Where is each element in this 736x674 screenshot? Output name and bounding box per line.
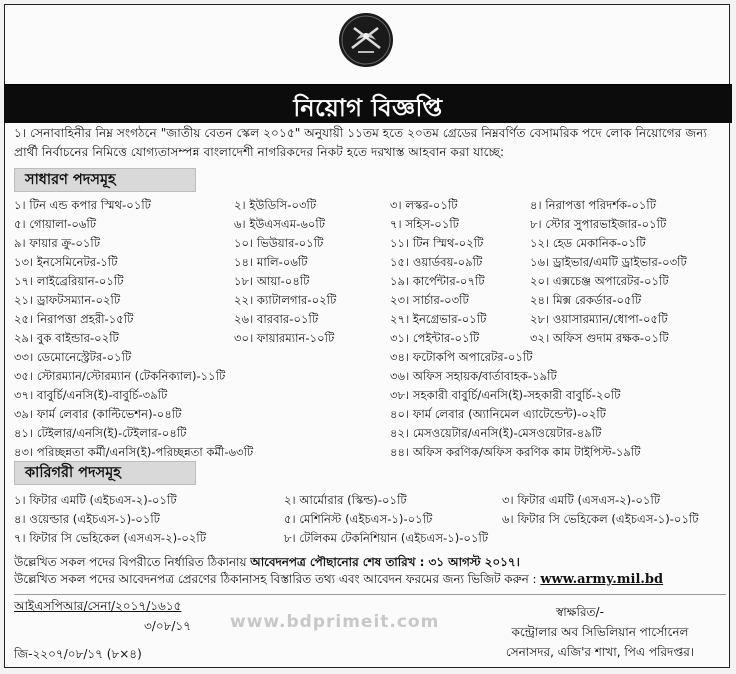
- post-item: ৩। ফিটার এমটি (এসএস-২)-০১টি: [502, 493, 661, 507]
- title-bar: [4, 84, 732, 123]
- post-item: ১৫। ওয়ার্ডবয়-০৯টি: [390, 255, 483, 269]
- post-item: ৯। ফায়ার ক্রু-০১টি: [14, 236, 101, 250]
- post-item: ২৫। নিরাপত্তা প্রহরী-১৫টি: [14, 312, 134, 326]
- visit-note-text: উল্লেখিত সকল পদের আবেদনপত্র প্রেরণের ঠিকানাসহ বিস্তারিত তথ্য এবং আবেদন ফরমের জন্য ভিজিট করুন :: [14, 572, 537, 586]
- deadline-note-text: উল্লেখিত সকল পদের বিপরীতে নির্ধারিত ঠিকানায়: [14, 555, 251, 569]
- post-item: ৪। ওয়েল্ডার (এইচএস-১)-০১টি: [14, 512, 160, 526]
- technical-posts-row: [14, 510, 726, 529]
- intro-paragraph: ১। সেনাবাহিনীর নিম্ন সংগঠনে "জাতীয় বেতন স্কেল ২০১৫" অনুযায়ী ১১তম হতে ২০তম গ্রেডের নিম্নবর্ণিত বেসামরিক পদে লোক নিয়োগের জন্য প্রার্থী নির্বাচনের নিমিত্তে যোগ্যতাসম্পন্ন বাংলাদেশী নাগরিকদের নিকট হতে দরখাস্ত আহবান করা যাচ্ছে:: [14, 126, 708, 159]
- post-item: ৬। ইউএসএম-৬০টি: [234, 217, 326, 231]
- general-posts-row: [14, 272, 726, 291]
- post-item: ২৩। সার্চার-০৩টি: [390, 293, 469, 307]
- deadline-note: [14, 553, 726, 571]
- post-item: ২২। ক্যাটালগার-০২টি: [234, 293, 337, 307]
- memo-date: ৩/০৮/১৭: [144, 619, 192, 633]
- post-item: ২৭। ইনগ্রেভার-০১টি: [390, 312, 487, 326]
- post-item: ৪৩। পরিচ্ছন্নতা কর্মী/এনসি(ই)-পরিচ্ছন্নতা কর্মী-৬৩টি: [14, 445, 254, 459]
- post-item: ২৯। বুক বাইন্ডার-০২টি: [14, 331, 119, 345]
- post-item: ৪২। মেসওয়েটার/এনসি(ই)-মেসওয়েটার-৪৯টি: [390, 426, 602, 440]
- general-posts-row: [14, 329, 726, 348]
- technical-posts-row: [14, 491, 726, 510]
- post-item: ৮। স্টোর সুপারভাইজার-০১টি: [530, 217, 667, 231]
- post-item: ২। আর্মোরার (স্কিল্ড)-০১টি: [284, 493, 407, 507]
- post-item: ৩৬। অফিস সহায়ক/বার্তাবাহক-১৯টি: [390, 369, 557, 383]
- post-item: ২৪। মিক্স রেকর্ডার-০৫টি: [530, 293, 642, 307]
- post-item: ২১। ড্রাফটসম্যান-০২টি: [14, 293, 121, 307]
- memo-number: [14, 598, 181, 618]
- post-item: ৪০। ফার্ম লেবার (অ্যানিমেল এ্যাটেন্ডেন্ট)-০২টি: [390, 407, 606, 421]
- post-item: ২০। এক্সচেঞ্জ অপারেটর-০১টি: [530, 274, 669, 288]
- post-item: ৫। গোয়ালা-০৬টি: [14, 217, 97, 231]
- signatory-title: কন্ট্রোলার অব সিভিলিয়ান পার্সোনেল: [511, 625, 689, 639]
- post-item: ৪। নিরাপত্তা পরিদর্শক-০১টি: [530, 198, 657, 212]
- general-posts-row: [14, 253, 726, 272]
- footer-reference: জি-২২০৭/০৮/১৭ (৮×৪): [14, 647, 142, 661]
- post-item: ১৪। মালি-০৬টি: [234, 255, 308, 269]
- technical-posts-heading: কারিগরী পদসমূহ: [14, 461, 196, 485]
- post-item: ৩৭। বাবুর্চি/এনসি(ই)-বাবুর্চি-৩৯টি: [14, 388, 168, 402]
- general-posts-row: [14, 348, 726, 367]
- post-item: ৪১। টেইলার/এনসি(ই)-টেইলার-০৪টি: [14, 426, 187, 440]
- website-link[interactable]: www.army.mil.bd: [540, 572, 664, 587]
- army-emblem-icon: [338, 12, 394, 68]
- post-item: ৩৮। সহকারী বাবুর্চি/এনসি(ই)-সহকারী বাবুর্চি-২০টি: [390, 388, 621, 402]
- post-item: ৩২। অফিস গুদাম রক্ষক-০১টি: [530, 331, 669, 345]
- watermark: www.bdprimeit.com: [230, 612, 440, 632]
- post-item: ৩৯। ফার্ম লেবার (কাল্টিভেশন)-০৪টি: [14, 407, 182, 421]
- post-item: ২৮। ওয়াসারম্যান/ধোপা-০৫টি: [530, 312, 668, 326]
- post-item: ১। টিন এন্ড কপার স্মিথ-০১টি: [14, 198, 151, 212]
- post-item: ৩০। ফায়ারম্যান-১০টি: [234, 331, 335, 345]
- general-posts-row: [14, 310, 726, 329]
- general-posts-row: [14, 424, 726, 443]
- post-item: ৪৪। অফিস করণিক/অফিস করণিক কাম টাইপিস্ট-১৯টি: [390, 445, 641, 459]
- post-item: ৩৫। স্টোরম্যান/স্টোরম্যান (টেকনিক্যাল)-১১টি: [14, 369, 226, 383]
- general-posts-row: [14, 291, 726, 310]
- post-item: ৩৪। ফটোকপি অপারেটর-০১টি: [390, 350, 533, 364]
- post-item: ১। ফিটার এমটি (এইচএস-২)-০১টি: [14, 493, 177, 507]
- post-item: ৬। ফিটার সি ভেহিকেল (এইচএস-১)-০১টি: [502, 512, 699, 526]
- post-item: ১৯। কার্পেন্টার-০৭টি: [390, 274, 485, 288]
- post-item: ১৮। আয়া-০৪টি: [234, 274, 310, 288]
- post-item: ৫। মেশিনিস্ট (এইচএস-১)-০১টি: [284, 512, 433, 526]
- general-posts-row: [14, 386, 726, 405]
- post-item: ৩১। পেইন্টার-০১টি: [390, 331, 480, 345]
- post-item: ১০। ভিউয়ার-০১টি: [234, 236, 324, 250]
- post-item: ৭। সহিস-০১টি: [390, 217, 459, 231]
- post-item: ১৩। ইনসেমিনেটর-১টি: [14, 255, 118, 269]
- technical-posts-row: [14, 529, 726, 548]
- post-item: ১১। টিন স্মিথ-০২টি: [390, 236, 484, 250]
- general-posts-row: [14, 405, 726, 424]
- general-posts-row: [14, 196, 726, 215]
- sign-label: স্বাক্ষরিত/-: [556, 605, 604, 619]
- post-item: ৭। ফিটার সি ভেহিকেল (এসএস-২)-০২টি: [14, 531, 207, 545]
- notice-title: নিয়োগ বিজ্ঞপ্তি: [293, 94, 443, 122]
- post-item: ২৬। বারবার-০১টি: [234, 312, 319, 326]
- general-posts-row: [14, 367, 726, 386]
- post-item: ১৬। ড্রাইভার/এমটি ড্রাইভার-০৩টি: [530, 255, 687, 269]
- post-item: ২। ইউডিসি-০৩টি: [234, 198, 317, 212]
- memo-number-text: আইএসপিআর/সেনা/২০১৭/১৬১৫: [14, 599, 182, 613]
- visit-note: [14, 570, 726, 589]
- divider: [14, 594, 726, 595]
- post-item: ৮। টেলিকম টেকনিশিয়ান (এইচএস-১)-০১টি: [284, 531, 489, 545]
- post-item: ৩। লস্কর-০১টি: [390, 198, 458, 212]
- general-posts-row: [14, 215, 726, 234]
- deadline-date: আবেদনপত্র পৌছানোর শেষ তারিখ : ৩১ আগস্ট ২০১৭।: [250, 555, 520, 569]
- post-item: ১২। হেড মেকানিক-০১টি: [530, 236, 646, 250]
- general-posts-heading: সাধারণ পদসমূহ: [14, 168, 196, 192]
- signatory-office: সেনাসদর, এজি'র শাখা, পিএ পরিদপ্তর।: [505, 645, 695, 659]
- post-item: ১৭। লাইব্রেরিয়ান-০১টি: [14, 274, 124, 288]
- general-posts-row: [14, 443, 726, 462]
- general-posts-row: [14, 234, 726, 253]
- post-item: ৩৩। ডেমোনেস্ট্রেটর-০১টি: [14, 350, 132, 364]
